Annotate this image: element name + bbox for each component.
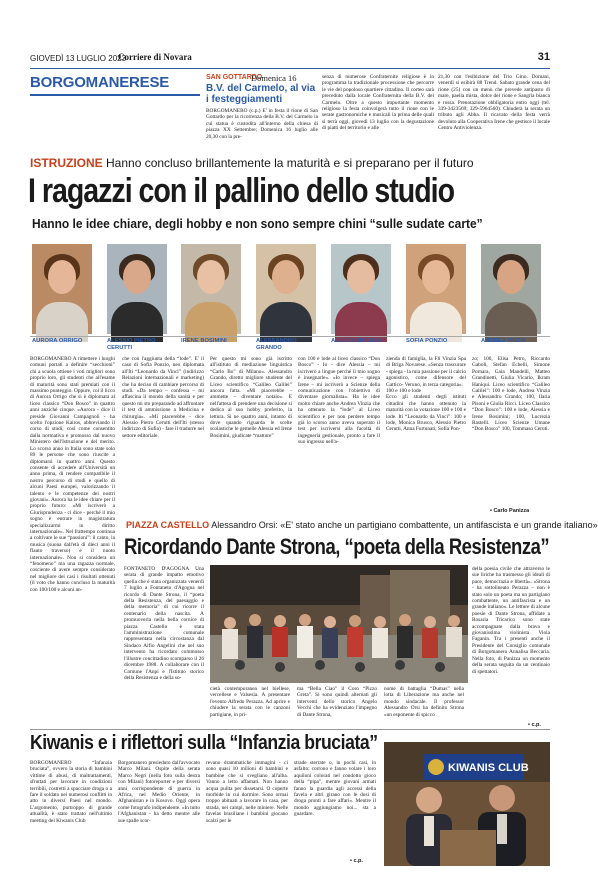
name-rule [30,336,550,337]
kiwanis-col-3: revano drammatiche immagini - ci sono quasi 10 milioni di bambini e bambine che si svegliano all'alba. Vanno a letto affamati. Non hanno acqua pulita per dissetarsi. O coperte morbide in cui dormire. Sono ormai troppo abituati a lavorare in casa, per strada, nei campi, nelle miniere. Nelle favelas brasiliane i bambini giocano scalzi per le [206,760,288,824]
student-photo [331,244,391,334]
kiwanis-title: Kiwanis e i riflettori sulla “Infanzia bruciata” [30,732,378,754]
istruzione-kicker: ISTRUZIONE [30,156,103,170]
article-col-2: che con l'aggiunta della “lode”. E' il caso di Sofia Ponzio, neo diplomata all'Iti “Leonardo da Vinci” (indirizzo Relazioni internazionali e marketing) che ha deciso di cambiare percorso di studi. «Da tempo – confessa – mi affascina il mondo della sanità e per questo mi sto preparando ad affrontare il test di ammissione a Medicina e chirurgia». «Mi piacerebbe - dice Alessio Pietro Cerutti dell'Iti (stesso indirizzo di Sofia) - fare il tradurre nel settore editoriale. [122,356,204,439]
kiwanis-photo-image [384,742,550,866]
piazza-rest: Alessandro Orsi: «E' stato anche un partigiano combattente, un antifascista e un grande italiano» [211,520,598,530]
article-col-3: Per questo mi sono già iscritto all'istituto di mediazione linguistica “Carlo Bo” di Milano». Alessandro Grando, diretto migliore studente del Liceo scientifico “Galileo Galilei” ancora fatta. «Mi piacerebbe - ammette – diventare notaio». E nell'attesa di prendere una decisione si dedica al suo hobby preferito, la lettura. Si ne quattro anni, intanto di dove quando riguarda le scelte scolastiche le gemelle Alessia ed Irene Bosimini, giudicate “matture” [210,356,292,439]
article-col-5: zienda di famiglia, la Fli Vinzia Spa di Briga Novarese. «Senza trascurare - spiega - la mia passione per il calcio agonistico, come difensore del Gattico- Veruno, in terza categoria». 100 e 100 e lode Ecco gli studenti degli istituti cittadini che hanno ottenuto la maturità con la votazione 100 e 100 e lode. Iti “Leonardo da Vinci”: 100 e lode, Monica Brusco, Alessio Pietro Cerutti, Anna Fortunati, Sofia Pon- [386,356,467,433]
article-col-1: BORGOMANERO A rimettere i luoghi comuni portati a definire “secchioni” chi a scuola ottiene i voti migliori sono proprio loro, gli studenti che all'esame di maturità sono stati premiati con il massimo punteggio. Oppure, col il licco di Aurora Orrigo che si è diplomata al liceo classico “Don Bosco” in quattro anni anziché cinque. «Aurora - dice il preside Giovanni Campagnoli - ha scelto l'opzione Kairos, abbreviando il corso di studi, così come consentito dalla normativa e promosso dal nuovo Ministero dell'Istruzione e del merito. Lo scorso anno in Italia sono state solo 89 le persone che sono riuscite a diplomarsi in quattro anni. Questo consente di accedere all'Università un anno prima, di rendere compatibile il nostro percorso di studi e quello di alcuni Paesi europei, valorizzando il talento e le competenze dei nostri giovani». Aurora ha le idee chiare per il proprio futuro: «Mi iscriverò a Giurisprudenza - ci dice - perché il mio sogno è entrare in magistratura specializzarmi in diritto internazionale». Nel frattempo continua a coltivare le sue “passioni”: il canto, la musica (suona dall'età di dieci anni il flauto traverso) e il nuoto internazionale». Non si considera un “fenomeno” ma una ragazza normale, cosciente di avere sempre considerato nel migliore dei casi i risultati ottenuti (il voto che hanno concluso la maturità con 100/100 e alcuni an- [30,356,115,593]
student-name: ALESSIO PIETRO CERUTTI [107,338,156,351]
student-photo [481,244,541,334]
article-col-4: con 100 e lode al liceo classico “Don Bosco” - Io - dice Alessia – mi iscriverò a lingue perché il mio sogno è insegnarle». «Io invece – spiega Irene – mi iscriverò a Scienze della comunicazione con l'obiettivo di diventare giornalista». Ha le idee molto chiare anche Andrea Vinzia che ha ottenuto la “lode” al Liceo scientifico e per non perdere tempo già lo scorso anno aveva superato il test per iscriversi alla facoltà di ingegneria gestionale, pronto a fare il suo ingresso nell'a- [298,356,380,446]
strona-signature: • c.p. [528,722,541,728]
kiwanis-photo [384,742,550,866]
strona-col-2: cietà contemporanea nel biellese, vercellese e Valsesia. A presentare l'evento Alfredo Perazza. Ad aprire e chiudere la serata con le canzoni partigiane, in pri- [210,686,290,718]
piazza-kicker: PIAZZA CASTELLO [126,520,210,530]
student-name: SOFIA PONZIO [406,338,448,344]
istruzione-rest: Hanno concluso brillantemente la maturità e si preparano per il futuro [106,156,474,170]
box-title: B.V. del Carmelo, al via i festeggiamenti [206,83,316,105]
page-number: 31 [537,51,550,63]
student-photo [406,244,466,334]
student-name: ANDREA VINZIA [481,338,527,344]
kiwanis-banner-text: KIWANIS CLUB [448,762,529,774]
student-photo [181,244,241,334]
header-rule [30,68,550,69]
student-photo [32,244,92,334]
student-photo [256,244,316,334]
box-kicker-date: Domenica 16 [251,73,297,83]
box-col-3: 21,30 con l'esibizione del Trio Gino. Domani, venerdì si esibirà 88 Trend. Sabato grande cena del rione (25) con un menù che prevede antipasto di mare, paella mista, dolce del rione e Sangria bianca e rossa. Prenotazione obbligatoria entro oggi (tel. 339-3423569; 329-5964560). Chiuderà la serata un tributo agli Abba. Il ricavato della festa verrà devoluto alla Cooperativa Irene che gestisce il locale Centro Antiviolenza. [438,74,550,132]
subtitle: Hanno le idee chiare, degli hobby e non sono sempre chini “sulle sudate carte” [32,216,483,231]
strona-title: Ricordando Dante Strona, “poeta della Resistenza” [124,534,550,559]
kiwanis-col-1: BORGOMANERO “Infanzia bruciata”, ovvero la storia di bambini vittime di abusi, di maltrattamenti, sfruttati per lavorare in condizioni terribili, costretti a spacciare droga o a fare il soldato nei numerosi conflitti in atto in diversi Paesi nel mondo. L'argomento, purtroppo di grande attualità, è stato trattato nell'ultimo meeting del Kiwanis Club [30,760,112,824]
box-kicker: SAN GOTTARDO [206,74,263,81]
kiwanis-col-4: strade sterrate o, in pochi casi, in asfalto; corrono e fanno volare i loro aquiloni colorati nel condotto gioco della “pipa”, mentre giovani armati fanno la guardia agli accessi della favela e altri girano con le dosi di droga pronti a fare affari». Mentre il mondo aggiungiamo noi... sta a guardare. [294,760,376,818]
box-col-1: BORGOMANERO (c.p.) E' in festa il rione di San Gottardo per la ricorrenza della B.V. del Carmelo la cui statua è custodita all'interno della chiesa di piazza XX Settembre; Domenica 16 luglio alle 20,30 con la pre- [206,108,318,140]
newspaper-name: Corriere di Novara [118,52,192,62]
page-header [30,52,550,66]
student-name: IRENE BOSIMINI [181,338,227,344]
student-photo [107,244,167,334]
article-col-6: zo; 100, Elisa Petro, Riccardo Gaboli, Stefan Echelli, Simone Pornara, Gaia Mandelli, Matteo Grandinetti, Giulia Vicario, Ikram Haniqui. Liceo scientifico “Galileo Galilei”: 100 e lode, Andrea Vinzia e Alessandro Grando; 100, Ilaria Pisoni e Giulia Ricci. Liceo Classico “Don Bosco”: 100 e lode, Alessia e Irene Bosimini; 100, Lucrezia Rastelli. Liceo Scienze Umane “Don Bosco” 100, Tommaso Ceruti. [472,356,550,433]
istruzione-kicker-line [30,156,474,170]
piazza-kicker-line [126,520,598,530]
student-name: ALESSIA BOSIMINI [331,338,384,344]
student-name: AURORA ORRIGO [32,338,83,344]
section-rule [30,94,200,96]
strona-col-1: FONTANETO D'AGOGNA Una serata di grande impatto emotivo quella che è stata organizzata venerdì 7 luglio a Fontaneto d'Agogna nel ricordo di Dante Strona, il “poeta della Resistenza, del paesaggio e della memoria” di cui ricorre il centenario della nascita. A promuoverla nella bella cornice di piazza Castello è stata l'amministrazione comunale rappresentata nella circostanza dal Sindaco Alfio Angelini che nel suo intervento ha ricordato commosso l'illustre concittadino scomparso il 26 dicembre 1988. A collaborare con il Comune l'Anpi e l'Istituto storico della Resistenza e della so- [124,566,204,681]
main-title: I ragazzi con il pallino dello studio [28,172,455,210]
kiwanis-col-2: Borgomanero presieduto dall'avvocato Marco Milani. Ospite della serata Marco Negri (nella foto sulla destra con Milani) fotoreporter e per diversi anni corrispondente di guerra in Africa, nel Medio Oriente, in Afghanistan e in Kosovo. Oggi opera come fotografo indipendente. «In tutto l'Afghanistan - ha detto mentre alle sue spalle scor- [118,760,200,824]
kiwanis-signature: • c.p. [350,858,363,864]
section-name: BORGOMANERESE [30,74,170,91]
strona-col-4: nome di battaglia “Dumas” nella lotta di Liberazione ma anche nel mondo sindacale. Il professor Alessandro Orsi ha definito Strona «un esponente di spicco [384,686,464,718]
event-photo [210,565,468,683]
issue-date: GIOVEDÌ 13 LUGLIO 2023 [30,54,127,63]
student-name: ALESSANDRO GRANDO [256,338,297,351]
strona-col-5: della poesia civile che attraverso le sue liriche ha trasmesso gli ideali di pace, democrazia e libertà». «Strona - ha sottolineato Perazza – non è stato solo un poeta ma un partigiano combattente, un antifascista e un grande italiano». Le letture di alcune poesie di Dante Strona, affidate a Rosaria Tricarico sono state accompagnate dalla brava e giovanissima violinista Viola Faganin. Tra i presenti anche il Presidente del Consiglio comunale di Borgomanero Annalisa Beccaria. Nella foto, di Panizza un momento della serata seguita da un centinaio di spettatori. [472,566,550,675]
event-photo-image [210,565,468,683]
strona-col-3: ma “Bella Ciao” il Coro “Pizzo Greta”. Si sono quindi alternati gli interventi dello storico Angelo Vecchi che ha evidenziato l'impegno di Dante Strona, [297,686,377,718]
article-signature: • Carlo Panizza [490,508,530,514]
kiwanis-divider [30,729,550,730]
box-col-2: senza di numerose Confraternite religiose è in programma la tradizionale processione che percorre le vie del popoloso quartiere cittadino. Il corteo sarà preceduto dalla locale Confraternita della B.V. del Carmelo. Oltre a questo importante momento religioso la festa coinvolgerà tutto il rione con le serate gastronomiche e musicali la prima delle quali si terrà oggi, giovedì 13 luglio con la degustazione di piatti del territorio e alle [322,74,434,132]
